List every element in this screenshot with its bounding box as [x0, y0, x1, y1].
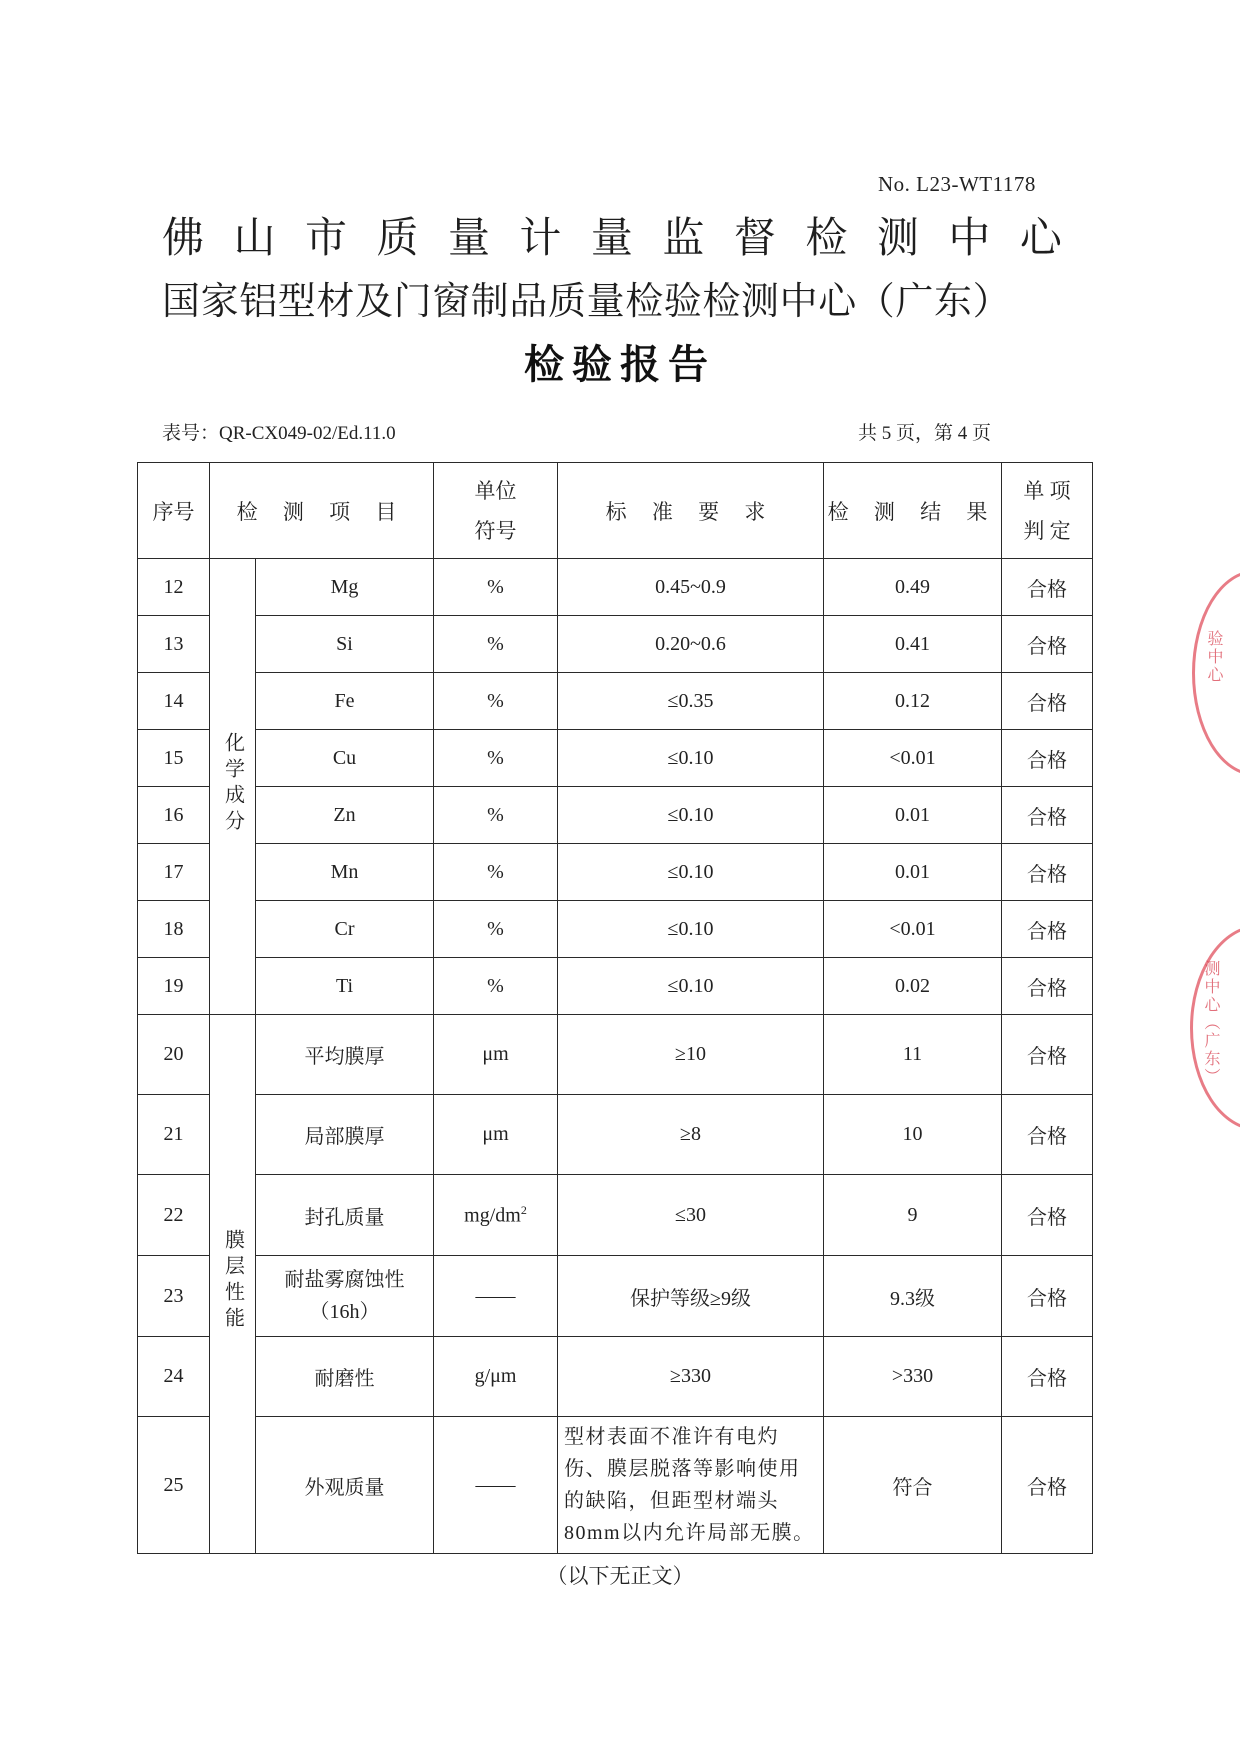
row-unit: μm [434, 1095, 558, 1175]
row-requirement: 保护等级≥9级 [558, 1256, 824, 1337]
row-requirement: ≥330 [558, 1337, 824, 1417]
table-row [138, 730, 1093, 787]
row-item: Ti [256, 958, 434, 1015]
title-char: 市 [304, 213, 347, 262]
row-seq: 24 [138, 1337, 210, 1417]
group-label: 化学成分 [221, 731, 244, 836]
title-char: 量 [447, 213, 490, 262]
row-requirement: ≤0.35 [558, 673, 824, 730]
row-item: Zn [256, 787, 434, 844]
row-seq: 19 [138, 958, 210, 1015]
table-row [138, 787, 1093, 844]
table-row [138, 673, 1093, 730]
row-requirement: 0.20~0.6 [558, 616, 824, 673]
row-unit: % [434, 901, 558, 958]
row-result: 0.49 [824, 559, 1002, 616]
header-verdict-line2: 判 定 [1023, 518, 1071, 543]
row-item: 局部膜厚 [256, 1095, 434, 1175]
end-of-content-note: （以下无正文） [546, 1564, 694, 1588]
header-seq: 序号 [138, 463, 210, 559]
title-char: 中 [948, 213, 991, 262]
header-result: 检 测 结 果 [824, 463, 1002, 559]
row-item: Cr [256, 901, 434, 958]
row-requirement: ≤0.10 [558, 730, 824, 787]
title-char: 计 [519, 213, 562, 262]
row-unit: % [434, 730, 558, 787]
title-char: 量 [590, 213, 633, 262]
item-line1: 耐盐雾腐蚀性 [284, 1269, 405, 1291]
row-item: Fe [256, 673, 434, 730]
row-seq: 18 [138, 901, 210, 958]
header-requirement: 标 准 要 求 [558, 463, 824, 559]
row-unit: % [434, 844, 558, 901]
row-unit: % [434, 559, 558, 616]
seal-stamp-text: 验中心 [1205, 630, 1224, 684]
row-unit: —— [434, 1417, 558, 1554]
issuer-title [162, 205, 1062, 265]
title-char: 测 [876, 213, 919, 262]
row-item: Mg [256, 559, 434, 616]
table-row [138, 1015, 1093, 1095]
row-item: Mn [256, 844, 434, 901]
table-row [138, 901, 1093, 958]
row-requirement: ≥8 [558, 1095, 824, 1175]
title-char: 质 [376, 213, 419, 262]
table-row [138, 1337, 1093, 1417]
row-item: 封孔质量 [256, 1175, 434, 1256]
row-verdict: 合格 [1002, 787, 1093, 844]
row-seq: 14 [138, 673, 210, 730]
row-verdict: 合格 [1002, 1015, 1093, 1095]
row-result: 符合 [824, 1417, 1002, 1554]
row-result: 0.41 [824, 616, 1002, 673]
item-line2: （16h） [309, 1301, 380, 1323]
row-seq: 15 [138, 730, 210, 787]
table-header-row [138, 463, 1093, 559]
table-row [138, 616, 1093, 673]
row-verdict: 合格 [1002, 559, 1093, 616]
row-verdict: 合格 [1002, 673, 1093, 730]
row-unit: g/μm [434, 1337, 558, 1417]
row-seq: 23 [138, 1256, 210, 1337]
row-result: <0.01 [824, 730, 1002, 787]
row-seq: 22 [138, 1175, 210, 1256]
table-row [138, 1095, 1093, 1175]
row-result: <0.01 [824, 901, 1002, 958]
row-seq: 16 [138, 787, 210, 844]
row-unit [434, 1175, 558, 1256]
row-verdict: 合格 [1002, 1175, 1093, 1256]
row-verdict: 合格 [1002, 1095, 1093, 1175]
seal-stamp-text: 测中心（广东） [1202, 960, 1221, 1086]
row-result: 9.3级 [824, 1256, 1002, 1337]
row-result: 11 [824, 1015, 1002, 1095]
title-char: 督 [733, 213, 776, 262]
title-char: 心 [1019, 213, 1062, 262]
row-seq: 21 [138, 1095, 210, 1175]
row-verdict: 合格 [1002, 730, 1093, 787]
header-unit-line2: 符号 [474, 518, 517, 543]
row-verdict: 合格 [1002, 1256, 1093, 1337]
row-unit: —— [434, 1256, 558, 1337]
report-title: 检验报告 [524, 342, 716, 388]
row-item: Si [256, 616, 434, 673]
row-requirement: 0.45~0.9 [558, 559, 824, 616]
row-requirement: ≤0.10 [558, 901, 824, 958]
table-row [138, 1175, 1093, 1256]
row-item: 耐磨性 [256, 1337, 434, 1417]
row-result: 0.01 [824, 787, 1002, 844]
header-unit-line1: 单位 [474, 478, 517, 503]
table-row [138, 844, 1093, 901]
row-verdict: 合格 [1002, 1417, 1093, 1554]
row-result: 10 [824, 1095, 1002, 1175]
row-seq: 25 [138, 1417, 210, 1554]
row-requirement: ≤0.10 [558, 787, 824, 844]
row-unit: % [434, 958, 558, 1015]
row-result: 0.12 [824, 673, 1002, 730]
table-row [138, 958, 1093, 1015]
unit-superscript: 2 [520, 1202, 527, 1217]
header-verdict [1002, 463, 1093, 559]
row-verdict: 合格 [1002, 616, 1093, 673]
row-item: 外观质量 [256, 1417, 434, 1554]
title-char: 山 [233, 213, 276, 262]
title-char: 监 [662, 213, 705, 262]
row-verdict: 合格 [1002, 958, 1093, 1015]
row-item: 平均膜厚 [256, 1015, 434, 1095]
header-item: 检 测 项 目 [210, 463, 434, 559]
group-chemical-composition [210, 559, 256, 1015]
row-unit: % [434, 673, 558, 730]
row-seq: 13 [138, 616, 210, 673]
report-number: No. L23-WT1178 [878, 172, 1036, 196]
table-row [138, 559, 1093, 616]
row-requirement: ≤30 [558, 1175, 824, 1256]
inspection-table [137, 462, 1093, 1554]
title-char: 佛 [162, 213, 205, 262]
row-result: 0.02 [824, 958, 1002, 1015]
row-requirement: ≤0.10 [558, 844, 824, 901]
row-verdict: 合格 [1002, 844, 1093, 901]
row-seq: 12 [138, 559, 210, 616]
form-number: 表号：QR-CX049-02/Ed.11.0 [162, 423, 396, 444]
table-row [138, 1256, 1093, 1337]
row-result: 9 [824, 1175, 1002, 1256]
header-unit [434, 463, 558, 559]
row-requirement: ≤0.10 [558, 958, 824, 1015]
row-verdict: 合格 [1002, 901, 1093, 958]
row-requirement: ≥10 [558, 1015, 824, 1095]
header-verdict-line1: 单 项 [1023, 478, 1071, 503]
row-unit: % [434, 616, 558, 673]
group-label: 膜层性能 [221, 1229, 244, 1333]
row-result: 0.01 [824, 844, 1002, 901]
title-char: 检 [805, 213, 848, 262]
row-seq: 20 [138, 1015, 210, 1095]
row-requirement: 型材表面不准许有电灼伤、膜层脱落等影响使用的缺陷，但距型材端头80mm以内允许局部无膜。 [558, 1417, 824, 1554]
row-item: Cu [256, 730, 434, 787]
page-count: 共 5 页，第 4 页 [858, 423, 992, 444]
row-unit: μm [434, 1015, 558, 1095]
row-seq: 17 [138, 844, 210, 901]
row-item [256, 1256, 434, 1337]
center-title: 国家铝型材及门窗制品质量检验检测中心（广东） [162, 279, 1012, 323]
row-verdict: 合格 [1002, 1337, 1093, 1417]
group-film-performance [210, 1015, 256, 1554]
table-row [138, 1417, 1093, 1554]
row-unit: % [434, 787, 558, 844]
unit-text: mg/dm [464, 1204, 521, 1227]
row-result: >330 [824, 1337, 1002, 1417]
